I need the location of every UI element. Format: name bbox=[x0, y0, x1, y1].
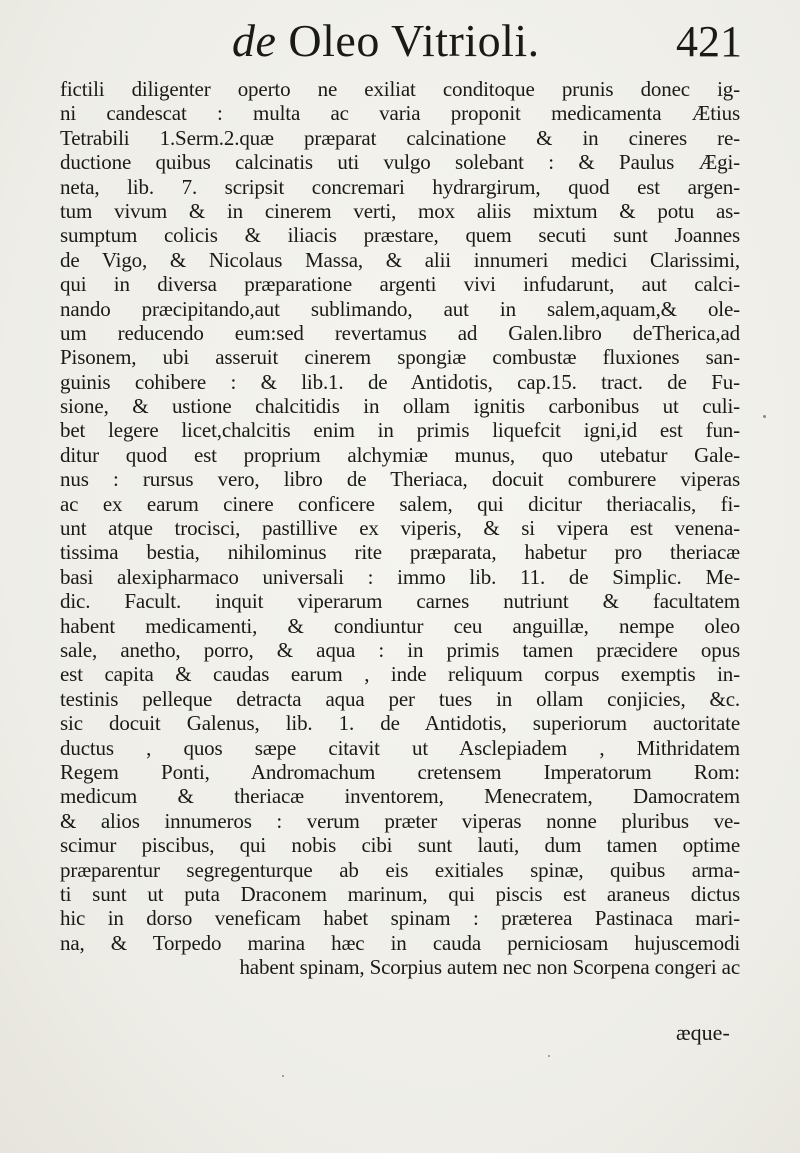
text-line: ti sunt ut puta Draconem marinum, qui piscis est araneus dictus bbox=[60, 881, 740, 906]
running-title-rest: Oleo Vitrioli. bbox=[276, 15, 540, 66]
text-line: sione, & ustione chalcitidis in ollam ignitis carbonibus ut culi- bbox=[60, 394, 740, 419]
text-line: qui in diversa præparatione argenti vivi infudarunt, aut calci- bbox=[60, 272, 740, 297]
text-line: ductione quibus calcinatis uti vulgo solebant : & Paulus Ægi- bbox=[60, 150, 740, 175]
text-line: nando præcipitando,aut sublimando, aut in salem,aquam,& ole- bbox=[60, 296, 740, 321]
paper-speck bbox=[548, 1055, 550, 1057]
text-line: de Vigo, & Nicolaus Massa, & alii innumeri medici Clarissimi, bbox=[60, 247, 740, 272]
text-line: unt atque trocisci, pastillive ex viperis, & si vipera est venena- bbox=[60, 516, 740, 541]
text-line: hic in dorso veneficam habet spinam : præterea Pastinaca mari- bbox=[60, 906, 740, 931]
text-line: ditur quod est proprium alchymiæ munus, quo utebatur Gale- bbox=[60, 442, 740, 467]
body-text bbox=[60, 77, 740, 979]
text-line: habent spinam, Scorpius autem nec non Scorpena congeri ac bbox=[239, 955, 740, 980]
text-line: neta, lib. 7. scripsit concremari hydrargirum, quod est argen- bbox=[60, 174, 740, 199]
text-line: dic. Facult. inquit viperarum carnes nutriunt & facultatem bbox=[60, 589, 740, 614]
paper-speck bbox=[282, 1075, 284, 1077]
text-line: Regem Ponti, Andromachum cretensem Imperatorum Rom: bbox=[60, 759, 740, 784]
text-line: testinis pelleque detracta aqua per tues in ollam conjicies, &c. bbox=[60, 686, 740, 711]
text-line: scimur piscibus, qui nobis cibi sunt lauti, dum tamen optime bbox=[60, 833, 740, 858]
text-line: ductus , quos sæpe citavit ut Asclepiadem , Mithridatem bbox=[60, 735, 740, 760]
text-line: ac ex earum cinere conficere salem, qui dicitur theriacalis, fi- bbox=[60, 491, 740, 516]
text-line: basi alexipharmaco universali : immo lib. 11. de Simplic. Me- bbox=[60, 564, 740, 589]
paper-speck bbox=[763, 415, 766, 418]
page-header bbox=[0, 14, 800, 74]
text-line: Tetrabili 1.Serm.2.quæ præparat calcinatione & in cineres re- bbox=[60, 125, 740, 150]
text-line: guinis cohibere : & lib.1. de Antidotis, cap.15. tract. de Fu- bbox=[60, 369, 740, 394]
text-line: nus : rursus vero, libro de Theriaca, docuit comburere viperas bbox=[60, 467, 740, 492]
text-line: est capita & caudas earum , inde reliquum corpus exemptis in- bbox=[60, 662, 740, 687]
text-line: um reducendo eum:sed revertamus ad Galen.libro deTherica,ad bbox=[60, 320, 740, 345]
text-line: habent medicamenti, & condiuntur ceu anguillæ, nempe oleo bbox=[60, 613, 740, 638]
text-line: sumptum colicis & iliacis præstare, quem secuti sunt Joannes bbox=[60, 223, 740, 248]
text-line: bet legere licet,chalcitis enim in primis liquefcit igni,id est fun- bbox=[60, 418, 740, 443]
page-number: 421 bbox=[676, 17, 742, 66]
catchword: æque- bbox=[676, 1020, 730, 1045]
text-line: na, & Torpedo marina hæc in cauda perniciosam hujuscemodi bbox=[60, 930, 740, 955]
text-line: sic docuit Galenus, lib. 1. de Antidotis, superiorum auctoritate bbox=[60, 711, 740, 736]
text-line: Pisonem, ubi asseruit cinerem spongiæ combustæ fluxiones san- bbox=[60, 345, 740, 370]
text-line: præparentur segregenturque ab eis exitiales spinæ, quibus arma- bbox=[60, 857, 740, 882]
text-line: tissima bestia, nihilominus rite præparata, habetur pro theriacæ bbox=[60, 540, 740, 565]
running-title-de: de bbox=[232, 15, 277, 66]
text-line: & alios innumeros : verum præter viperas nonne pluribus ve- bbox=[60, 808, 740, 833]
running-title bbox=[232, 14, 540, 67]
text-line: medicum & theriacæ inventorem, Menecratem, Damocratem bbox=[60, 784, 740, 809]
text-line: sale, anetho, porro, & aqua : in primis tamen præcidere opus bbox=[60, 637, 740, 662]
text-line: ni candescat : multa ac varia proponit medicamenta Ætius bbox=[60, 101, 740, 126]
text-line: fictili diligenter operto ne exiliat conditoque prunis donec ig- bbox=[60, 77, 740, 101]
text-line: tum vivum & in cinerem verti, mox aliis mixtum & potu as- bbox=[60, 198, 740, 223]
